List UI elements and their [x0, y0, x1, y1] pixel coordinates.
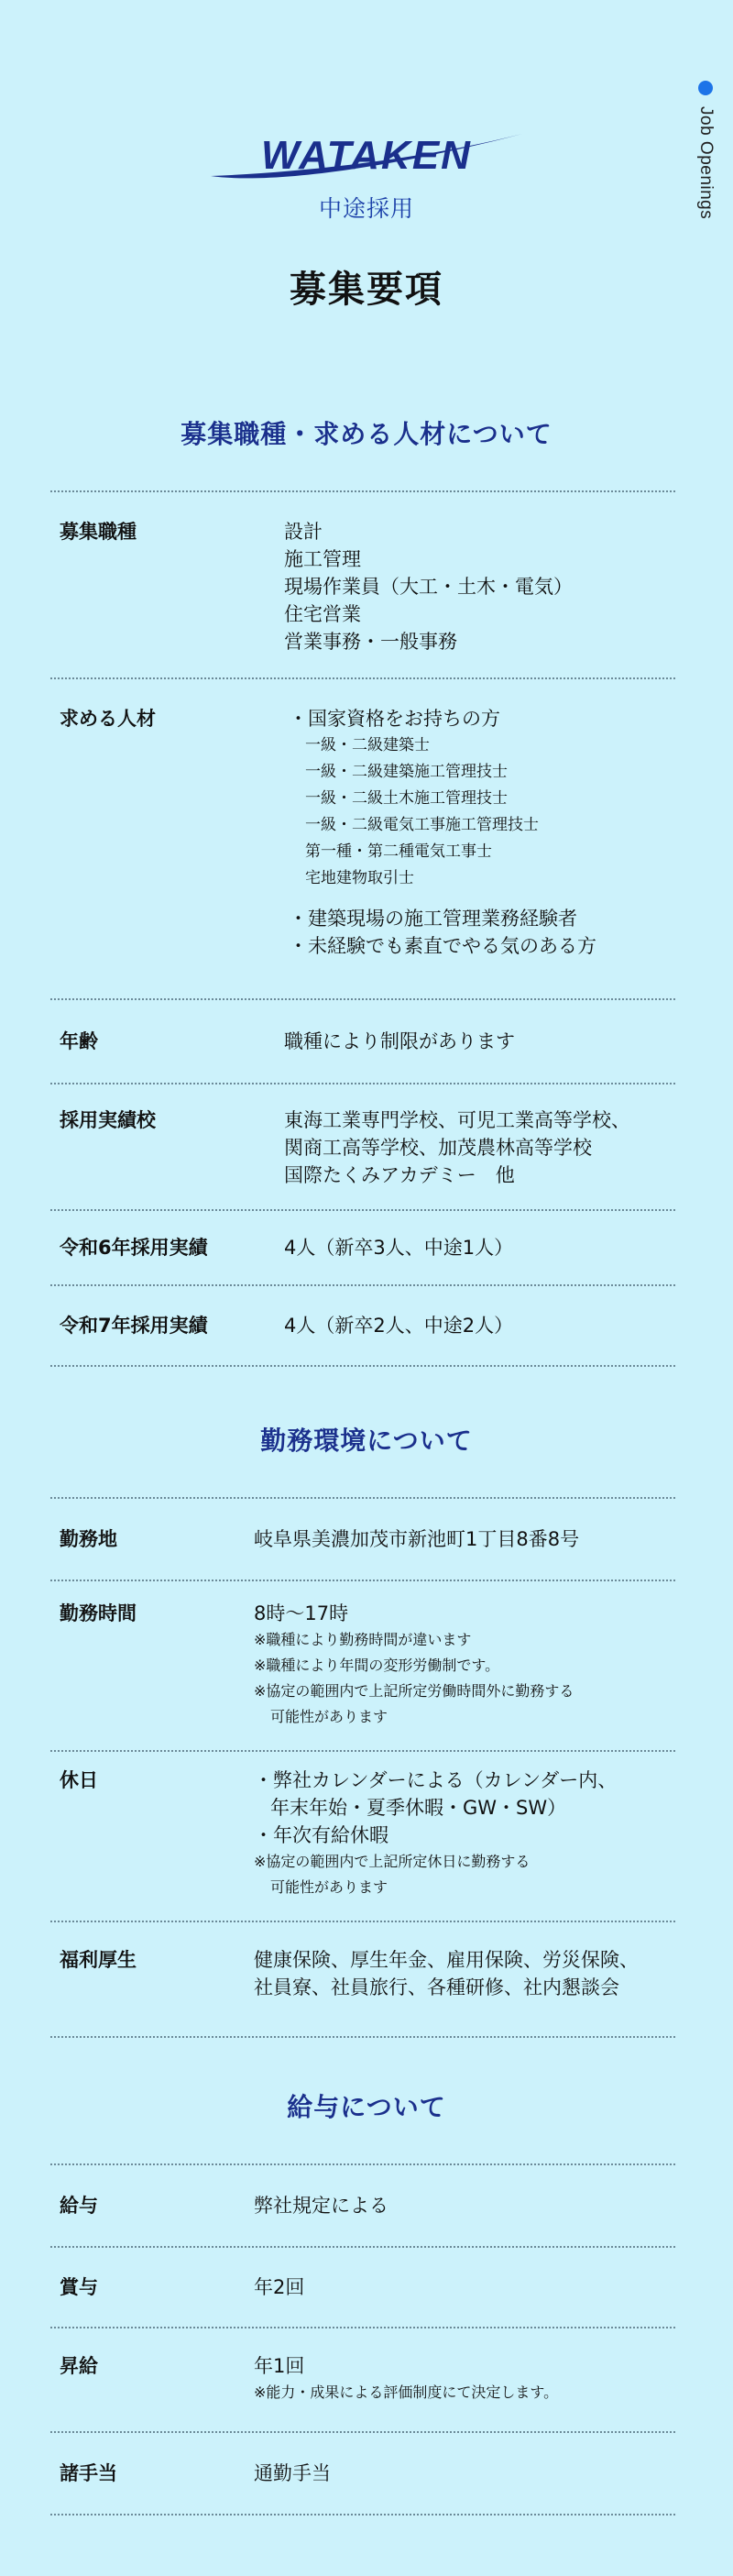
note-text: ※職種により勤務時間が違います — [254, 1631, 472, 1648]
row-value — [289, 705, 675, 998]
list-item: 一級・二級建築施工管理技士 — [305, 763, 508, 781]
note-text: 可能性があります — [270, 1708, 388, 1725]
list-item: 関商工高等学校、加茂農林高等学校 — [284, 1137, 592, 1159]
list-item: 年末年始・夏季休暇・GW・SW） — [270, 1797, 567, 1819]
list-item: 社員寮、社員旅行、各種研修、社内懇談会 — [254, 1976, 619, 1998]
row-holidays — [50, 1750, 675, 1921]
row-value — [254, 2352, 675, 2431]
row-allowances — [50, 2431, 675, 2515]
list-item: 8時〜17時 — [254, 1602, 349, 1624]
row-desired-candidates — [50, 677, 675, 998]
row-label: 求める人材 — [60, 708, 156, 730]
list-item: ・建築現場の施工管理業務経験者 — [289, 908, 577, 930]
row-value — [254, 1767, 675, 1921]
brand-logo — [0, 128, 733, 187]
note-text: 可能性があります — [270, 1878, 388, 1896]
list-item: ・国家資格をお持ちの方 — [289, 708, 500, 730]
list-item: ・弊社カレンダーによる（カレンダー内、 — [254, 1769, 618, 1791]
row-raise — [50, 2327, 675, 2431]
list-item: 施工管理 — [284, 548, 361, 570]
row-salary — [50, 2163, 675, 2246]
list-item: 国際たくみアカデミー 他 — [284, 1164, 515, 1186]
note-text: ※協定の範囲内で上記所定労働時間外に勤務する — [254, 1682, 574, 1700]
row-label: 福利厚生 — [60, 1949, 137, 1971]
list-item: 営業事務・一般事務 — [284, 631, 457, 653]
note-text: ※協定の範囲内で上記所定休日に勤務する — [254, 1853, 531, 1870]
list-item: 第一種・第二種電気工事士 — [305, 842, 492, 861]
row-label: 勤務時間 — [60, 1602, 137, 1624]
section-salary — [0, 2087, 733, 2124]
list-item: 年1回 — [254, 2355, 305, 2377]
section-environment-rows — [50, 1497, 675, 2038]
row-working-hours — [50, 1580, 675, 1750]
logo-text: WATAKEN — [261, 133, 472, 178]
row-value: 年2回 — [254, 2276, 305, 2298]
section-recruitment-rows — [50, 490, 675, 1367]
row-value: 職種により制限があります — [284, 1030, 515, 1052]
section-heading: 給与について — [287, 2092, 446, 2122]
note-text: ※職種により年間の変形労働制です。 — [254, 1657, 500, 1674]
section-recruitment — [0, 414, 733, 451]
wataken-logo-icon — [192, 128, 541, 187]
side-label-text: Job Openings — [696, 106, 716, 220]
list-item: 一級・二級建築士 — [305, 736, 430, 754]
row-label: 年齢 — [60, 1030, 98, 1052]
subtitle: 中途採用 — [318, 195, 414, 222]
page-title: 募集要項 — [290, 269, 443, 311]
row-value: 弊社規定による — [254, 2195, 388, 2217]
list-item: ・未経験でも素直でやる気のある方 — [289, 935, 596, 957]
list-item: 一級・二級土木施工管理技士 — [305, 789, 508, 808]
row-label: 募集職種 — [60, 521, 137, 543]
row-value — [284, 1106, 675, 1209]
row-label: 勤務地 — [60, 1528, 117, 1550]
list-item: 一級・二級電気工事施工管理技士 — [305, 816, 539, 834]
row-label: 昇給 — [60, 2355, 98, 2377]
row-value: 岐阜県美濃加茂市新池町1丁目8番8号 — [254, 1528, 580, 1550]
row-value — [254, 1600, 675, 1750]
row-hires-r7 — [50, 1284, 675, 1367]
row-value: 通勤手当 — [254, 2462, 331, 2484]
list-item: 現場作業員（大工・土木・電気） — [284, 576, 573, 598]
row-label: 採用実績校 — [60, 1109, 156, 1131]
list-item: 健康保険、厚生年金、雇用保険、労災保険、 — [254, 1949, 639, 1971]
row-value: 4人（新卒2人、中途2人） — [284, 1315, 514, 1337]
row-label: 給与 — [60, 2195, 98, 2217]
row-age — [50, 998, 675, 1083]
header — [0, 128, 733, 313]
section-environment — [0, 1421, 733, 1458]
row-job-types — [50, 490, 675, 677]
row-value: 4人（新卒3人、中途1人） — [284, 1237, 514, 1259]
row-value — [284, 518, 675, 677]
section-heading: 募集職種・求める人材について — [181, 419, 552, 449]
row-label: 休日 — [60, 1769, 98, 1791]
dot-icon — [698, 81, 713, 95]
section-heading: 勤務環境について — [260, 1426, 473, 1456]
row-label: 令和7年採用実績 — [60, 1315, 208, 1337]
row-label: 令和6年採用実績 — [60, 1237, 208, 1259]
row-bonus — [50, 2246, 675, 2327]
list-item: 宅地建物取引士 — [305, 869, 414, 887]
row-schools — [50, 1083, 675, 1209]
row-hires-r6 — [50, 1209, 675, 1284]
row-benefits — [50, 1921, 675, 2038]
list-item: 東海工業専門学校、可児工業高等学校、 — [284, 1109, 630, 1131]
list-item: ・年次有給休暇 — [254, 1824, 388, 1846]
row-label: 諸手当 — [60, 2462, 117, 2484]
row-value — [254, 1946, 675, 2036]
section-salary-rows — [50, 2163, 675, 2515]
note-text: ※能力・成果による評価制度にて決定します。 — [254, 2383, 559, 2401]
list-item: 住宅営業 — [284, 603, 361, 625]
row-label: 賞与 — [60, 2276, 98, 2298]
list-item: 設計 — [284, 521, 323, 543]
row-location — [50, 1497, 675, 1580]
